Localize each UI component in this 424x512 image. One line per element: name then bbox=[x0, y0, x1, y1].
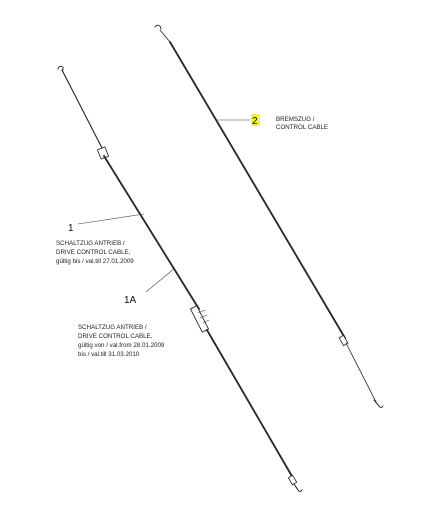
part-1a-desc-line-1: SCHALTZUG ANTRIEB / bbox=[78, 324, 147, 331]
part-1-desc-line-3: gültig bis / val.till 27.01.2009 bbox=[56, 258, 134, 265]
cable-2-sheath-inner bbox=[171, 42, 346, 338]
part-number-1: 1 bbox=[68, 223, 74, 234]
cable-2-drawing bbox=[155, 25, 383, 407]
part-number-1a: 1A bbox=[124, 295, 137, 306]
cable-1-clip bbox=[97, 147, 108, 159]
part-1a-desc-line-3: gültig von / val.from 28.01.2009 bbox=[78, 342, 165, 349]
cable-2-end-hook-top bbox=[155, 25, 161, 29]
leader-line-1 bbox=[78, 214, 144, 224]
cable-1-sheath-inner bbox=[105, 156, 200, 309]
cable-1a-sheath bbox=[207, 330, 293, 478]
cable-1-wire bbox=[62, 70, 102, 148]
cable-1a-drawing bbox=[190, 306, 302, 492]
part-1-desc-line-1: SCHALTZUG ANTRIEB / bbox=[56, 240, 125, 247]
cable-2-wire-top bbox=[160, 30, 170, 42]
cable-1a-sheath-inner bbox=[208, 330, 294, 478]
part-2-desc-line-2: CONTROL CABLE bbox=[276, 124, 329, 131]
part-2-desc-line-1: BREMSZUG / bbox=[276, 116, 315, 123]
cable-1a-end-hook bbox=[294, 484, 302, 492]
leader-line-1a bbox=[146, 268, 175, 292]
cable-2-wire-bottom bbox=[346, 343, 376, 402]
part-1a-desc-line-2: DRIVE CONTROL CABLE, bbox=[78, 333, 153, 340]
cable-1a-adjuster bbox=[190, 306, 208, 332]
cable-1-sheath bbox=[104, 156, 199, 309]
callout-part-1a bbox=[78, 295, 165, 358]
callout-part-1 bbox=[56, 223, 134, 265]
cable-1-drawing bbox=[58, 66, 200, 309]
part-1-desc-line-2: DRIVE CONTROL CABLE, bbox=[56, 249, 131, 256]
cable-1-end-hook bbox=[58, 66, 63, 70]
part-number-2: 2 bbox=[252, 116, 258, 127]
cable-1a-end-fitting bbox=[288, 475, 296, 484]
cable-2-sheath bbox=[170, 42, 345, 338]
part-1a-desc-line-4: bis / val.till 31.03.2010 bbox=[78, 351, 140, 358]
callout-part-2 bbox=[251, 114, 328, 131]
leader-lines bbox=[78, 120, 250, 292]
cable-2-end-hook-bottom bbox=[374, 400, 383, 408]
